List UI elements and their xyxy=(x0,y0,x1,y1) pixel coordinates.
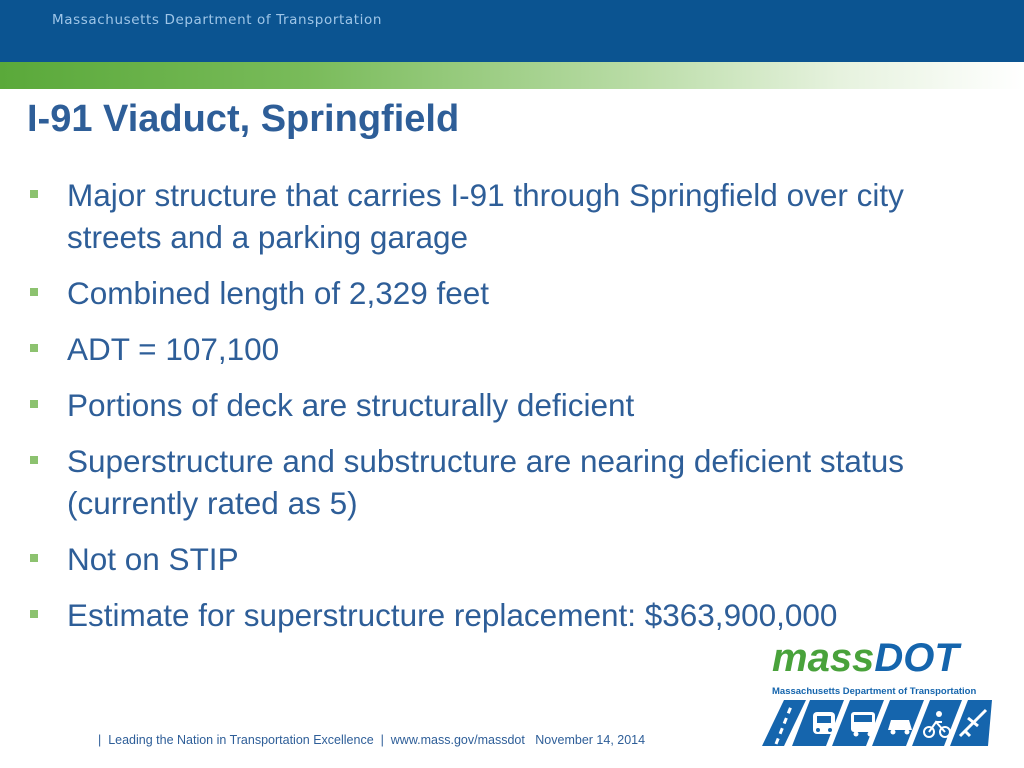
bullet-square-icon xyxy=(30,288,38,296)
bullet-text: Portions of deck are structurally deficient xyxy=(67,387,635,423)
footer-tagline: | Leading the Nation in Transportation Excellence | www.mass.gov/massdot xyxy=(98,733,525,747)
header-bar xyxy=(0,0,1024,62)
bullet-item xyxy=(30,440,990,524)
bullet-item xyxy=(30,328,990,370)
bullet-item xyxy=(30,174,990,258)
logo-wordmark xyxy=(772,636,959,681)
bullet-item xyxy=(30,594,990,636)
footer xyxy=(98,733,645,747)
bullet-square-icon xyxy=(30,190,38,198)
bullet-text: Superstructure and substructure are nearing deficient status (currently rated as 5) xyxy=(67,443,904,521)
logo-word-dot: DOT xyxy=(874,636,959,680)
slide-title: I-91 Viaduct, Springfield xyxy=(27,98,460,140)
bullet-text: Estimate for superstructure replacement: $363,900,000 xyxy=(67,597,838,633)
logo-word-mass: mass xyxy=(772,636,875,680)
bullet-square-icon xyxy=(30,610,38,618)
footer-date: November 14, 2014 xyxy=(535,733,646,747)
bullet-square-icon xyxy=(30,554,38,562)
bullet-item xyxy=(30,538,990,580)
bullet-square-icon xyxy=(30,456,38,464)
bullet-text: Major structure that carries I-91 through Springfield over city streets and a parking garage xyxy=(67,177,904,255)
accent-stripe xyxy=(0,62,1024,89)
bullet-item xyxy=(30,384,990,426)
agency-name: Massachusetts Department of Transportation xyxy=(52,12,383,28)
bullet-square-icon xyxy=(30,400,38,408)
massdot-logo xyxy=(758,636,1004,752)
bullet-square-icon xyxy=(30,344,38,352)
logo-subtitle: Massachusetts Department of Transportation xyxy=(772,686,977,697)
bullet-list xyxy=(30,174,990,650)
bullet-text: Combined length of 2,329 feet xyxy=(67,275,490,311)
bullet-item xyxy=(30,272,990,314)
bullet-text: Not on STIP xyxy=(67,541,239,577)
bullet-text: ADT = 107,100 xyxy=(67,331,280,367)
logo-icon-strip xyxy=(762,700,992,746)
